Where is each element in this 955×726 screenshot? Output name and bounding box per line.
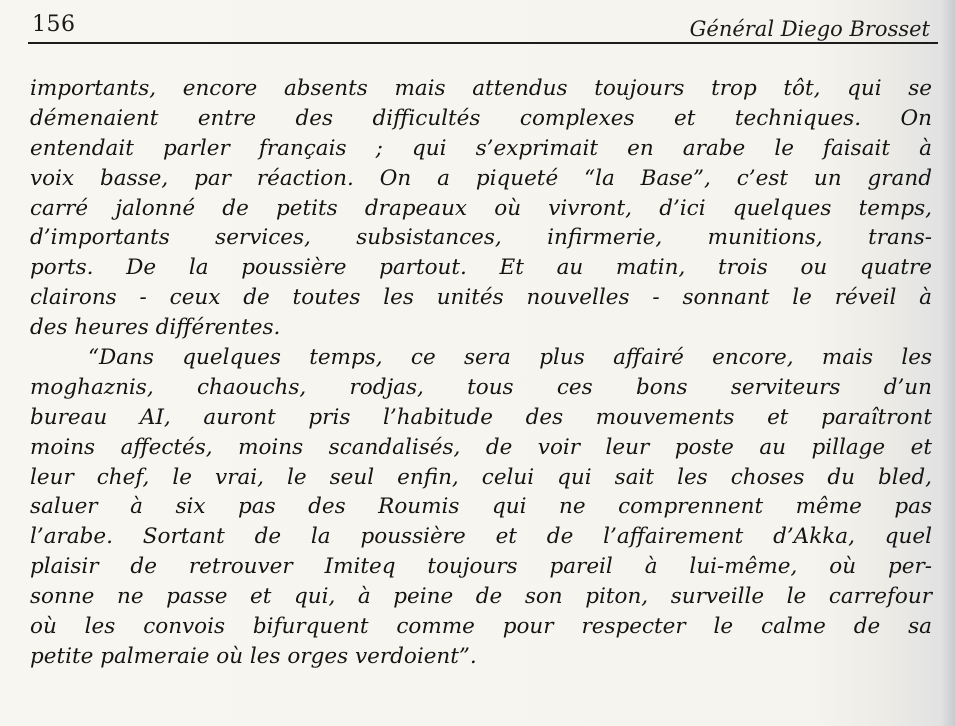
text-line: moghaznis, chaouchs, rodjas, tous ces bons serviteurs d’un <box>30 374 932 400</box>
text-line: importants, encore absents mais attendus toujours trop tôt, qui se <box>30 76 932 101</box>
body-text <box>30 74 932 672</box>
text-line: entendait parler français ; qui s’exprimait en arabe le faisait à <box>30 135 932 161</box>
text-line: clairons - ceux de toutes les unités nouvelles - sonnant le réveil à <box>30 285 932 311</box>
text-line: plaisir de retrouver Imiteq toujours pareil à lui-même, où per- <box>30 554 932 580</box>
text-line: petite palmeraie où les orges verdoient”. <box>30 643 477 669</box>
text-line: “Dans quelques temps, ce sera plus affairé encore, mais les <box>88 345 932 371</box>
text-line: démenaient entre des difficultés complexes et techniques. On <box>30 105 932 131</box>
text-line: l’arabe. Sortant de la poussière et de l’affairement d’Akka, quel <box>30 524 932 550</box>
text-line: saluer à six pas des Roumis qui ne comprennent même pas <box>30 494 932 520</box>
page-number: 156 <box>32 12 76 37</box>
text-line: ports. De la poussière partout. Et au matin, trois ou quatre <box>30 255 932 281</box>
page-header <box>28 6 938 44</box>
text-line: leur chef, le vrai, le seul enfin, celui qui sait les choses du bled, <box>30 464 932 490</box>
page-edge-shadow <box>941 0 955 726</box>
text-line: bureau AI, auront pris l’habitude des mouvements et paraîtront <box>30 404 932 430</box>
text-line: voix basse, par réaction. On a piqueté “la Base”, c’est un grand <box>30 165 932 191</box>
text-line: moins affectés, moins scandalisés, de voir leur poste au pillage et <box>30 434 932 460</box>
text-line: sonne ne passe et qui, à peine de son piton, surveille le carrefour <box>30 584 932 610</box>
text-line: d’importants services, subsistances, infirmerie, munitions, trans- <box>30 225 932 251</box>
text-line: des heures différentes. <box>30 315 281 341</box>
text-line: où les convois bifurquent comme pour respecter le calme de sa <box>30 614 932 640</box>
running-title: Général Diego Brosset <box>689 17 930 41</box>
text-line: carré jalonné de petits drapeaux où vivront, d’ici quelques temps, <box>30 195 932 221</box>
